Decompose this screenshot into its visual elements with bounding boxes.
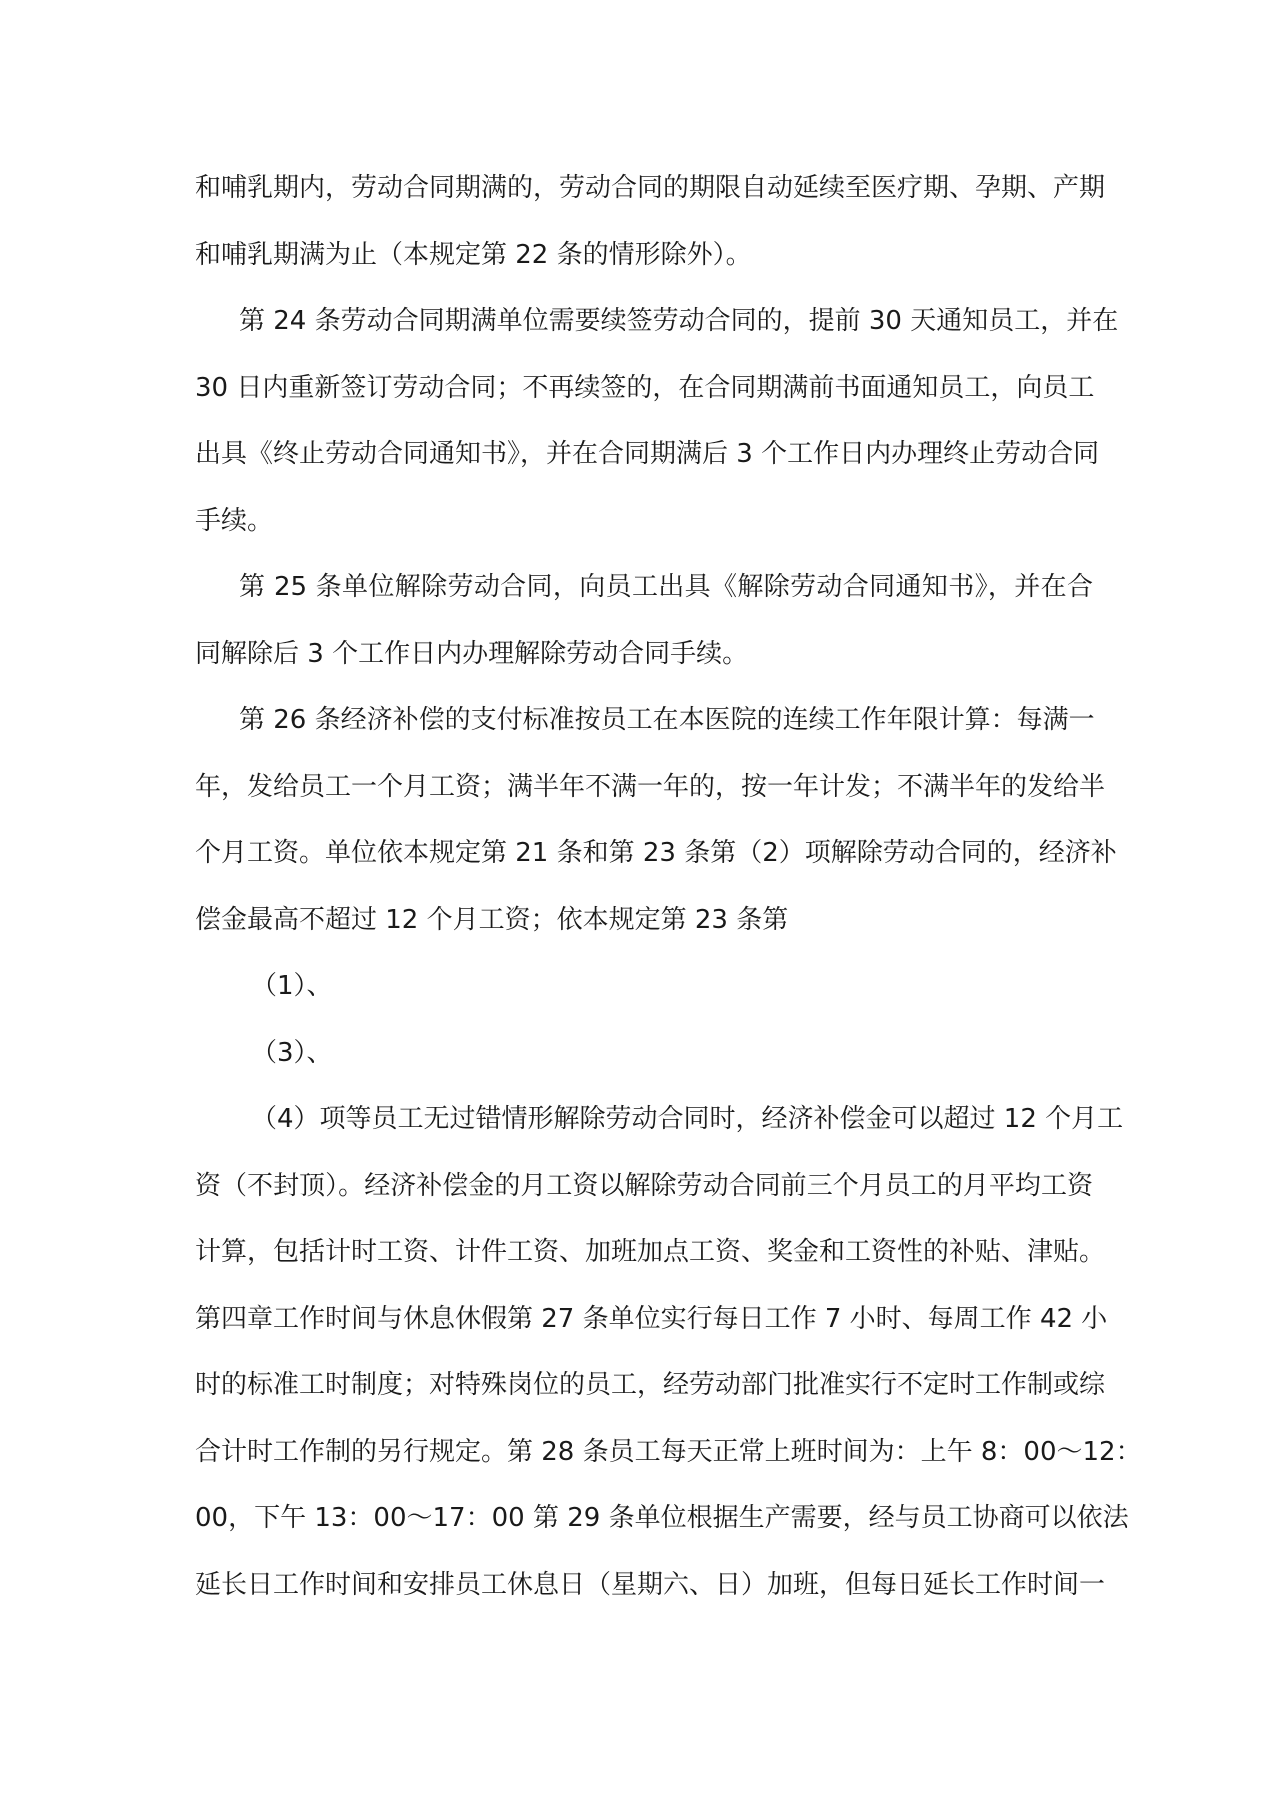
text-line: 第 26 条经济补偿的支付标准按员工在本医院的连续工作年限计算：每满一	[239, 705, 1095, 735]
text-line: （1）、	[251, 971, 333, 1001]
text-line: 时的标准工时制度；对特殊岗位的员工，经劳动部门批准实行不定时工作制或综	[195, 1370, 1106, 1400]
text-line: 00，下午 13：00～17：00 第 29 条单位根据生产需要，经与员工协商可以依法	[195, 1503, 1129, 1533]
text-line: 第 25 条单位解除劳动合同，向员工出具《解除劳动合同通知书》，并在合	[239, 572, 1093, 602]
text-line: 出具《终止劳动合同通知书》，并在合同期满后 3 个工作日内办理终止劳动合同	[195, 439, 1100, 469]
document-page	[195, 155, 1142, 1618]
text-line: 延长日工作时间和安排员工休息日（星期六、日）加班，但每日延长工作时间一	[195, 1569, 1106, 1600]
text-line: 30 日内重新签订劳动合同；不再续签的，在合同期满前书面通知员工，向员工	[195, 372, 1095, 403]
text-line: （4）项等员工无过错情形解除劳动合同时，经济补偿金可以超过 12 个月工	[251, 1104, 1124, 1134]
text-line: （3）、	[251, 1037, 333, 1068]
text-line: 同解除后 3 个工作日内办理解除劳动合同手续。	[195, 638, 749, 669]
text-line: 和哺乳期内，劳动合同期满的，劳动合同的期限自动延续至医疗期、孕期、产期	[195, 173, 1106, 203]
text-line: 资（不封顶）。经济补偿金的月工资以解除劳动合同前三个月员工的月平均工资	[195, 1170, 1093, 1201]
text-line: 年，发给员工一个月工资；满半年不满一年的，按一年计发；不满半年的发给半	[195, 771, 1106, 802]
text-line: 个月工资。单位依本规定第 21 条和第 23 条第（2）项解除劳动合同的，经济补	[195, 838, 1117, 868]
text-line: 偿金最高不超过 12 个月工资；依本规定第 23 条第	[195, 904, 789, 935]
text-line: 计算，包括计时工资、计件工资、加班加点工资、奖金和工资性的补贴、津贴。	[195, 1237, 1106, 1267]
text-line: 第四章工作时间与休息休假第 27 条单位实行每日工作 7 小时、每周工作 42 小	[195, 1303, 1108, 1334]
text-line: 手续。	[195, 505, 274, 536]
text-line: 合计时工作制的另行规定。第 28 条员工每天正常上班时间为：上午 8：00～12：	[195, 1436, 1142, 1467]
text-line: 和哺乳期满为止（本规定第 22 条的情形除外）。	[195, 239, 752, 270]
text-line: 第 24 条劳动合同期满单位需要续签劳动合同的，提前 30 天通知员工，并在	[239, 306, 1119, 336]
